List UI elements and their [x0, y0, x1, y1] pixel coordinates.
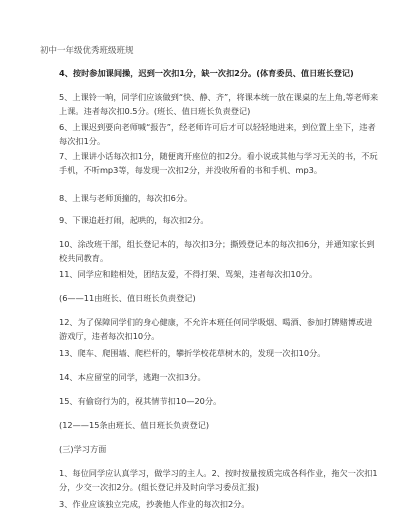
study-rule-3: 3、作业应该独立完成，抄袭他人作业的每次扣2分。: [59, 499, 250, 509]
rule-12: 12、为了保障同学们的身心健康，不允许本班任何同学吸烟、喝酒、参加打牌赌博或进游戏厅，违者每次扣10分。: [59, 317, 373, 341]
rule-9: 9、下课追赶打闹，起哄的，每次扣2分。: [59, 215, 209, 225]
rule-15: 15、有偷窃行为的，视其情节扣10—20分。: [59, 396, 222, 406]
rule-10: 10、涂改班干部，组长登记本的，每次扣3分；撕毁登记本的每次扣6分，并通知家长到校共同教育。: [59, 239, 375, 263]
study-rule-1-2: 1、每位同学应认真学习，做学习的主人。2、按时按量按质完成各科作业，拖欠一次扣1分，少交一次扣2分。(组长登记并及时向学习委员汇报): [59, 468, 378, 492]
section-study: (三)学习方面: [59, 444, 107, 454]
note-12-15: (12——15条由班长、值日班长负责登记): [59, 420, 210, 430]
rule-7: 7、上课讲小话每次扣1分，随便离开座位的扣2分。看小说或其他与学习无关的书，不玩手机，不听mp3等，每发现一次扣2分，并没收所看的书和手机、mp3。: [59, 151, 378, 175]
rule-8: 8、上课与老师顶撞的，每次扣6分。: [59, 193, 193, 203]
rule-13: 13、爬车、爬围墙、爬栏杆的，攀折学校花草树木的，发现一次扣10分。: [59, 348, 326, 358]
rule-11: 11、同学应和睦相处，团结友爱，不得打架、骂架，违者每次扣10分。: [59, 269, 318, 279]
document-title: 初中一年级优秀班级班规: [40, 46, 134, 56]
note-6-11: (6——11由班长、值日班长负责登记): [59, 293, 196, 303]
rule-4: 4、按时参加课间操，迟到一次扣1分，缺一次扣2分。(体育委员、值日班长登记): [59, 68, 354, 78]
rule-6: 6、上课迟到要向老师喊“报告”，经老师许可后才可以轻轻地进来，到位置上坐下，违者每次扣1分。: [59, 122, 376, 146]
rule-5: 5、上课铃一响，同学们应该做到“快、静、齐”，将课本统一放在课桌的左上角,等老师来上课。违者每次扣0.5分。(班长、值日班长负责登记): [59, 92, 379, 116]
rule-14: 14、本应留堂的同学，逃跑一次扣3分。: [59, 372, 206, 382]
